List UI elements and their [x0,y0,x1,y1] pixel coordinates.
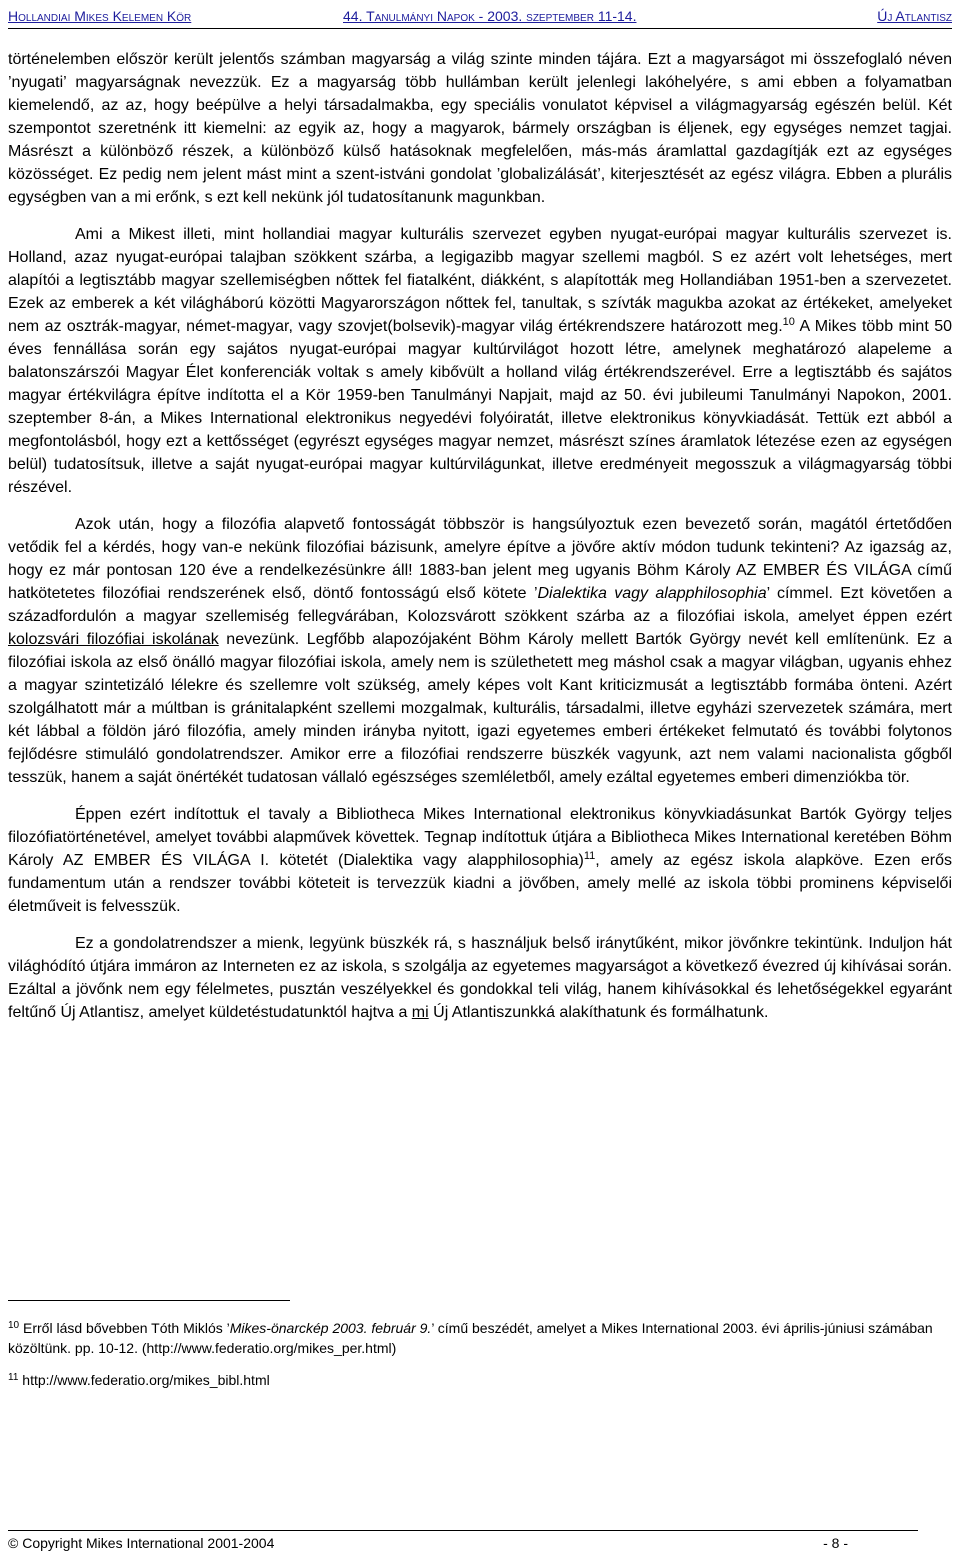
footnote-ref-11: 11 [583,850,596,862]
footnote-ref-10: 10 [782,316,795,328]
footnote-10: $^{10}$ Erről lásd bővebben Tóth Miklós ’Mikes-önarckép 2003. február 9.’ című beszédét, amelyet a Mikes International 2003. évi április-júniusi számában közöltünk. pp. 10-12. (http://www.federatio.org/mikes_per.html) [8,1320,933,1356]
paragraph-4: Éppen ezért indítottuk el tavaly a Bibliotheca Mikes International elektronikus könyvkiadásunkat Bartók György teljes filozófiatörténetével, amelyet további alapművek követtek. Tegnap indítottuk útjára a Bibliotheca Mikes International keretében Böhm Károly AZ EMBER ÉS VILÁGA I. kötetét (Dialektika vagy alapphilosophia)$^{11}$, amely az egész iskola alapköve. Ezen erős fundamentum után a rendszer további köteteit is tervezzük kiadni a jövőben, amely mellé az iskola többi prominens képviselői életműveit is felvesszük. [8,806,953,915]
main-text [8,48,952,1024]
book-title-italic: Dialektika vagy alapphilosophia [537,585,767,602]
paragraph-5: Ez a gondolatrendszer a mienk, legyünk büszkék rá, s használjuk belső iránytűként, mikor jövőnkre tekintünk. Induljon hát világhódító útjára immáron az Interneten ez az iskola, s szolgálja az egyetemes magyarságot a következő évezred új kihívásai során. Ezáltal a jövőnk nem egy félelmetes, pusztán veszélyekkel és gondokkal teli világ, hanem kihívásokkal és lehetőségekkel egyaránt feltűnő Új Atlantisz, amelyet küldetéstudatunktól hajtva a mi Új Atlantiszunkká alakíthatunk és formálhatunk. [8,935,952,1021]
footnote-divider [8,1300,290,1301]
underlined-term: kolozsvári filozófiai iskolának [8,631,219,648]
copyright-text: © Copyright Mikes International 2001-2004 [8,1535,275,1551]
footnote-11: $^{11}$ http://www.federatio.org/mikes_bibl.html [8,1372,270,1388]
footer-divider [8,1530,918,1531]
page-footer [8,1535,848,1551]
paragraph-2: Ami a Mikest illeti, mint hollandiai magyar kulturális szervezet egyben nyugat-európai magyar kulturális szervezet is. Holland, azaz nyugat-európai talajban szökkent szárba, a legigazibb magyar szellemi magból. S ez azért volt lehetséges, mert alapítói a legtisztább magyar szellemiségben nőttek fel fiatalként, diákként, s alapították meg Hollandiában 1951-ben a szervezetet. Ezek az emberek a két világháború közötti Magyarországon nőttek fel, tanultak, s szívták magukba azokat az értékeket, amelyeket nem az osztrák-magyar, német-magyar, vagy szovjet(bolsevik)-magyar világ értékrendszere határozott meg.$^{10}$ A Mikes több mint 50 éves fennállása során egy sajátos nyugat-európai magyar kultúrvilágot hozott létre, amelynek meghatározó alapeleme a balatonszárszói Magyar Élet konferenciák voltak s amely kibővült a holland világ értékrendszerével. Erre a legtisztább és sajátos magyar értékvilágra építve indította el a Kör 1959-ben Tanulmányi Napjait, majd az 50. évi jubileumi Tanulmányi Napokon, 2001. szeptember 8-án, a Mikes International elektronikus negyedévi folyóiratát, illetve elektronikus könyvkiadását. Tettük ezt abból a megfontolásból, hogy ezt a kettősséget (egyrészt egységes magyar nemzet, másrészt színes áramlatok létezése ezen az egységen belül) tudatosítsuk, illetve a saját nyugat-európai magyar kultúrvilágunkat, illetve eredményeit megosszuk a világmagyarság többi részével. [8,226,953,496]
paragraph-1: történelemben először került jelentős számban magyarság a világ szinte minden tájára. Ezt a magyarságot mi összefoglaló néven ’nyugati’ magyarságnak nevezzük. Ez a magyarság több hullámban került jelenlegi lakóhelyére, s ami ebben a folyamatban kiemelendő, az az, hogy beépülve a helyi társadalmakba, egy speciális vonulatot képvisel a világmagyarság egészén belül. Két szempontot szeretnénk itt kiemelni: az egyik az, hogy a magyarok, bármely országban is éljenek, egy egységes nemzet tagjai. Másrészt a különböző részek, a különböző külső hatásoknak megfelelően, más-más áramlattal gazdagítják ezt az egységes közösséget. Ez pedig nem jelent mást mint a szent-istváni gondolat ’globalizálását’, kiterjesztését az egész világra. Ebben a plurális egységben van a mi erőnk, s ezt kell nekünk jól tudatosítanunk magunkban. [8,51,952,206]
header-org-name: Hollandiai Mikes Kelemen Kör [8,8,192,24]
header-section-title: Új Atlantisz [877,8,952,24]
underlined-word: mi [411,1004,429,1021]
page-number: - 8 - [823,1535,848,1551]
header-event-title: 44. Tanulmányi Napok - 2003. szeptember 11-14. [343,8,637,24]
paragraph-3: Azok után, hogy a filozófia alapvető fontosságát többször is hangsúlyoztuk ezen bevezető során, magától értetődően vetődik fel a kérdés, hogy van-e nekünk filozófiai bázisunk, amelyre építve a jövőre aktív módon tudunk tekinteni? Az igazság az, hogy ez már pontosan 120 éve a rendelkezésünkre áll! 1883-ban jelent meg ugyanis Böhm Károly AZ EMBER ÉS VILÁGA című hatkötetetes filozófiai rendszerének első, döntő fontosságú első kötete ’Dialektika vagy alapphilosophia’ címmel. Ezt követően a századfordulón a magyar szellemiség fellegvárában, Kolozsvárott szökkent szárba az a filozófiai iskola, amelyet éppen ezért kolozsvári filozófiai iskolának nevezünk. Legfőbb alapozójaként Böhm Károly mellett Bartók György nevét kell említenünk. Ez a filozófiai iskola az első önálló magyar filozófiai iskola, amely nem is születhetett meg máshol csak a magyar világban, ugyanis ehhez a magyar szintetizáló lélekre és szellemre volt szükség, amely képes volt Kant kriticizmusát a legtisztább formába önteni. Azért szolgálhatott már a múltban is gránitalapként szellemi mozgalmak, kulturális, társadalmi, illetve egyházi szervezetek számára, mert két lábbal a földön járó filozófia, amely minden irányba nyitott, igazi egyetemes emberi értékeket felmutató és további folytonos fejlődésre stimuláló gondolatrendszer. Amikor erre a filozófiai rendszerre büszkék vagyunk, azt nem valami nacionalista gőgből tesszük, hanem a saját önértékét tudatosan vállaló egészséges szemléletből, amely ezáltal egyetemes emberi dimenziókba tör. [8,516,953,786]
page-header [8,2,952,29]
footnotes [8,1318,952,1390]
